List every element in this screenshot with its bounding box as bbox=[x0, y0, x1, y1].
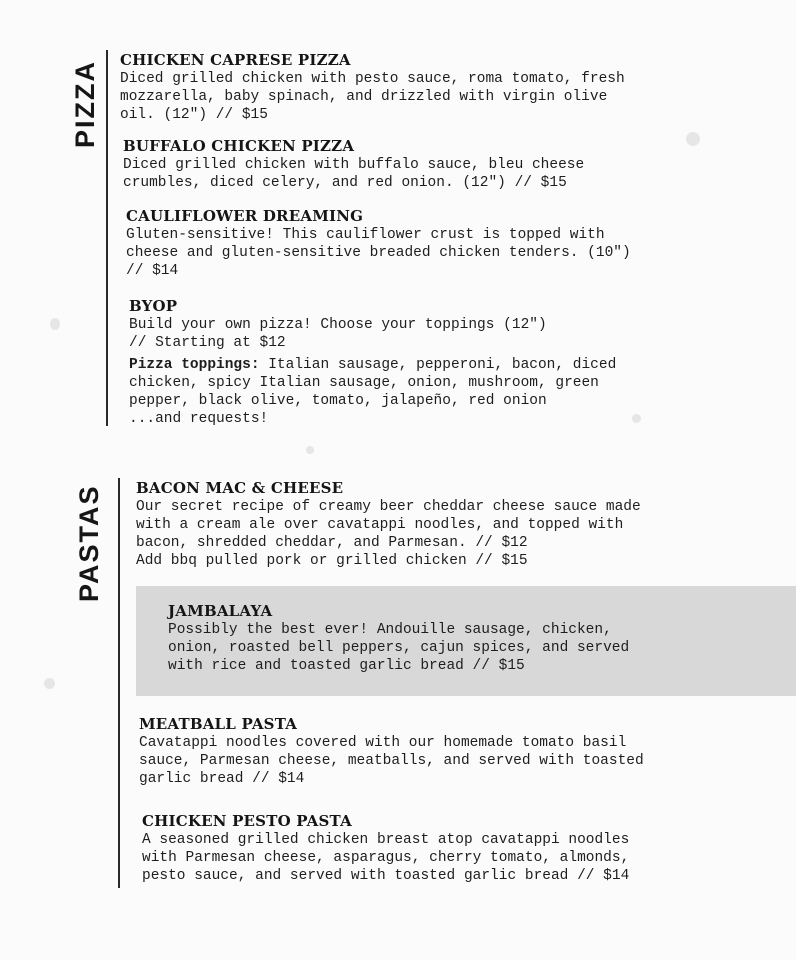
pastas-section-rule bbox=[118, 478, 120, 888]
menu-item-bacon-mac-cheese bbox=[136, 479, 641, 570]
menu-item-chicken-pesto-pasta bbox=[142, 812, 629, 885]
item-description-line: cheese and gluten-sensitive breaded chicken tenders. (10") bbox=[126, 245, 631, 261]
item-title: CHICKEN CAPRESE PIZZA bbox=[120, 51, 351, 69]
menu-item-meatball-pasta bbox=[139, 715, 644, 788]
item-description-line: with a cream ale over cavatappi noodles, and topped with bbox=[136, 517, 624, 533]
item-description-line: Build your own pizza! Choose your toppings (12") bbox=[129, 317, 547, 333]
paper-speck bbox=[44, 678, 55, 689]
item-description-line: crumbles, diced celery, and red onion. (12") // $15 bbox=[123, 175, 567, 191]
menu-item-chicken-caprese-pizza bbox=[120, 51, 625, 124]
toppings-line: ...and requests! bbox=[129, 411, 269, 427]
paper-speck bbox=[686, 132, 700, 146]
menu-item-byop bbox=[129, 297, 616, 428]
item-description-line: garlic bread // $14 bbox=[139, 771, 305, 787]
item-title: CAULIFLOWER DREAMING bbox=[126, 207, 364, 225]
item-description-line: Add bbq pulled pork or grilled chicken // $15 bbox=[136, 553, 528, 569]
paper-speck bbox=[306, 446, 314, 454]
item-title: JAMBALAYA bbox=[168, 602, 273, 620]
item-description-line: mozzarella, baby spinach, and drizzled with virgin olive bbox=[120, 89, 608, 105]
item-description-line: bacon, shredded cheddar, and Parmesan. // $12 bbox=[136, 535, 528, 551]
item-description-line: // Starting at $12 bbox=[129, 335, 286, 351]
item-description-line: // $14 bbox=[126, 263, 179, 279]
paper-speck bbox=[632, 414, 641, 423]
item-description-line: Gluten-sensitive! This cauliflower crust is topped with bbox=[126, 227, 605, 243]
item-description-line: Diced grilled chicken with buffalo sauce, bleu cheese bbox=[123, 157, 585, 173]
item-description-line: with Parmesan cheese, asparagus, cherry tomato, almonds, bbox=[142, 850, 630, 866]
pizza-section-rule bbox=[106, 50, 108, 426]
toppings-line: chicken, spicy Italian sausage, onion, mushroom, green bbox=[129, 375, 599, 391]
menu-item-buffalo-chicken-pizza bbox=[123, 137, 584, 192]
item-description-line: oil. (12") // $15 bbox=[120, 107, 268, 123]
item-description-line: with rice and toasted garlic bread // $15 bbox=[168, 658, 525, 674]
item-title: MEATBALL PASTA bbox=[139, 715, 298, 733]
toppings-line bbox=[129, 356, 616, 374]
item-title: BUFFALO CHICKEN PIZZA bbox=[123, 137, 355, 155]
section-label-pizza: PIZZA bbox=[70, 60, 100, 148]
item-title: BYOP bbox=[129, 297, 178, 315]
toppings-text: Italian sausage, pepperoni, bacon, diced bbox=[259, 357, 617, 373]
item-title: CHICKEN PESTO PASTA bbox=[142, 812, 352, 830]
item-description-line: Diced grilled chicken with pesto sauce, roma tomato, fresh bbox=[120, 71, 625, 87]
toppings-line: pepper, black olive, tomato, jalapeño, red onion bbox=[129, 393, 547, 409]
toppings-label: Pizza toppings: bbox=[129, 357, 260, 373]
item-description-line: sauce, Parmesan cheese, meatballs, and served with toasted bbox=[139, 753, 644, 769]
menu-item-cauliflower-dreaming bbox=[126, 207, 631, 280]
item-description-line: Our secret recipe of creamy beer cheddar cheese sauce made bbox=[136, 499, 641, 515]
item-title: BACON MAC & CHEESE bbox=[136, 479, 344, 497]
item-description-line: pesto sauce, and served with toasted garlic bread // $14 bbox=[142, 868, 630, 884]
menu-item-jambalaya bbox=[168, 602, 629, 675]
item-description-line: onion, roasted bell peppers, cajun spices, and served bbox=[168, 640, 630, 656]
item-description-line: Cavatappi noodles covered with our homemade tomato basil bbox=[139, 735, 627, 751]
paper-speck bbox=[50, 318, 60, 330]
item-description-line: Possibly the best ever! Andouille sausage, chicken, bbox=[168, 622, 612, 638]
item-description-line: A seasoned grilled chicken breast atop cavatappi noodles bbox=[142, 832, 630, 848]
section-label-pastas: PASTAS bbox=[74, 484, 104, 602]
